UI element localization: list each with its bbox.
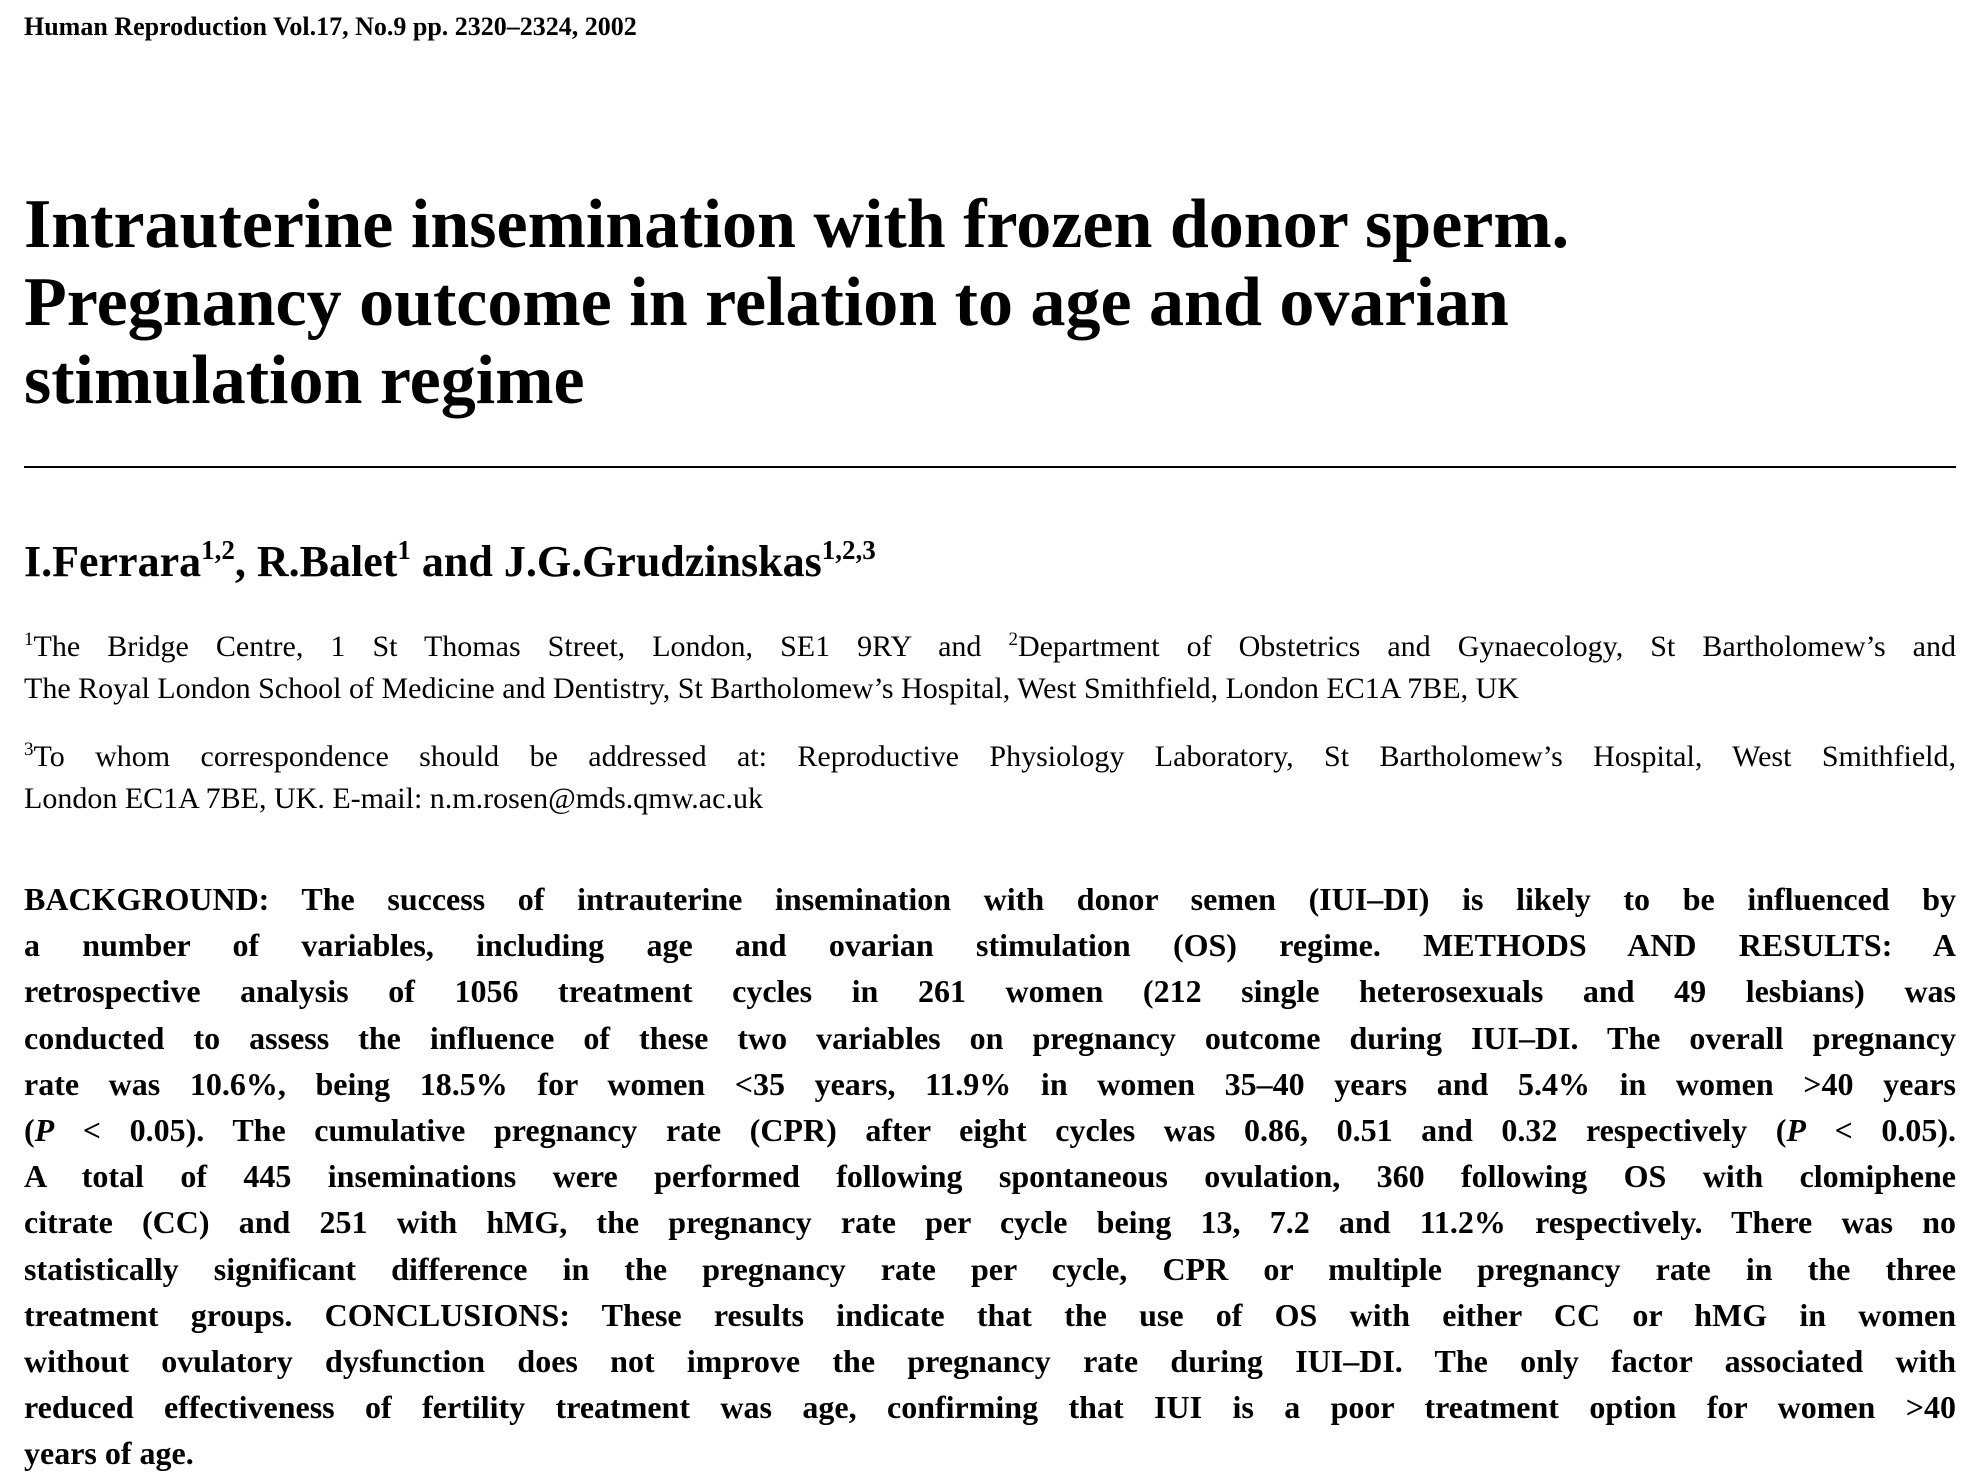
correspondence-line [24,736,1956,778]
abstract-line: years of age. [24,1435,194,1472]
abstract-line [24,1107,1956,1153]
abstract-line: retrospective analysis of 1056 treatment cycles in 261 women (212 single heterosexuals and 49 lesbians) was [24,973,1956,1010]
title-line: stimulation regime [24,342,585,419]
affiliation-text: Department of Obstetrics and Gynaecology, St Bartholomew’s and [1017,630,1956,663]
paper-title [24,186,1956,420]
abstract-text: < 0.05). The cumulative pregnancy rate (CPR) after eight cycles was 0.86, 0.51 and 0.32 respectively ( [54,1112,1787,1149]
p-value-symbol: P [1786,1112,1806,1149]
author-affiliation-marker: 1,2 [201,535,235,565]
journal-header: Human Reproduction Vol.17, No.9 pp. 2320–2324, 2002 [24,12,637,41]
author-name: I.Ferrara [24,537,202,586]
abstract-line: conducted to assess the influence of these two variables on pregnancy outcome during IUI–DI. The overall pregnancy [24,1019,1956,1056]
affiliation-line: The Royal London School of Medicine and Dentistry, St Bartholomew’s Hospital, West Smithfield, London EC1A 7BE, UK [24,672,1519,705]
affiliation-marker: 1 [24,629,34,650]
affiliation-text: The Bridge Centre, 1 St Thomas Street, London, SE1 9RY and [33,630,1009,663]
title-line: Intrauterine insemination with frozen donor sperm. [24,186,1570,263]
abstract-line: a number of variables, including age and ovarian stimulation (OS) regime. METHODS AND RESULTS: A [24,927,1956,964]
abstract-line: without ovulatory dysfunction does not improve the pregnancy rate during IUI–DI. The only factor associated with [24,1343,1956,1380]
p-value-symbol: P [34,1112,55,1149]
correspondence-address [24,736,1956,820]
abstract-line: citrate (CC) and 251 with hMG, the pregnancy rate per cycle being 13, 7.2 and 11.2% respectively. There was no [24,1204,1956,1241]
author-separator: , [234,537,257,586]
affiliation-line [24,626,1956,668]
author-name: J.G.Grudzinskas [503,537,822,586]
correspondence-line: London EC1A 7BE, UK. E-mail: n.m.rosen@mds.qmw.ac.uk [24,782,763,815]
abstract-line: A total of 445 inseminations were performed following spontaneous ovulation, 360 following OS with clomiphene [24,1158,1956,1195]
abstract [24,876,1956,1477]
abstract-text: < 0.05). [1805,1112,1957,1149]
affiliations [24,626,1956,710]
abstract-text: ( [24,1112,35,1149]
affiliation-marker: 2 [1008,629,1018,650]
abstract-line: statistically significant difference in the pregnancy rate per cycle, CPR or multiple pregnancy rate in the three [24,1250,1956,1287]
correspondence-text: To whom correspondence should be addressed at: Reproductive Physiology Laboratory, St Bartholomew’s Hospital, West Smithfield, [33,740,1956,773]
author-affiliation-marker: 1 [397,535,411,565]
author-separator: and [410,537,504,586]
abstract-line: treatment groups. CONCLUSIONS: These results indicate that the use of OS with either CC or hMG in women [24,1296,1956,1333]
title-line: Pregnancy outcome in relation to age and ovarian [24,264,1509,341]
author-list [24,536,876,587]
abstract-line: rate was 10.6%, being 18.5% for women <35 years, 11.9% in women 35–40 years and 5.4% in women >40 years [24,1065,1956,1102]
correspondence-marker: 3 [24,739,34,760]
abstract-line: reduced effectiveness of fertility treatment was age, confirming that IUI is a poor treatment option for women >40 [24,1389,1956,1426]
author-affiliation-marker: 1,2,3 [821,535,876,565]
author-name: R.Balet [256,537,398,586]
title-divider [24,466,1956,468]
abstract-line: BACKGROUND: The success of intrauterine insemination with donor semen (IUI–DI) is likely to be influenced by [24,881,1956,917]
